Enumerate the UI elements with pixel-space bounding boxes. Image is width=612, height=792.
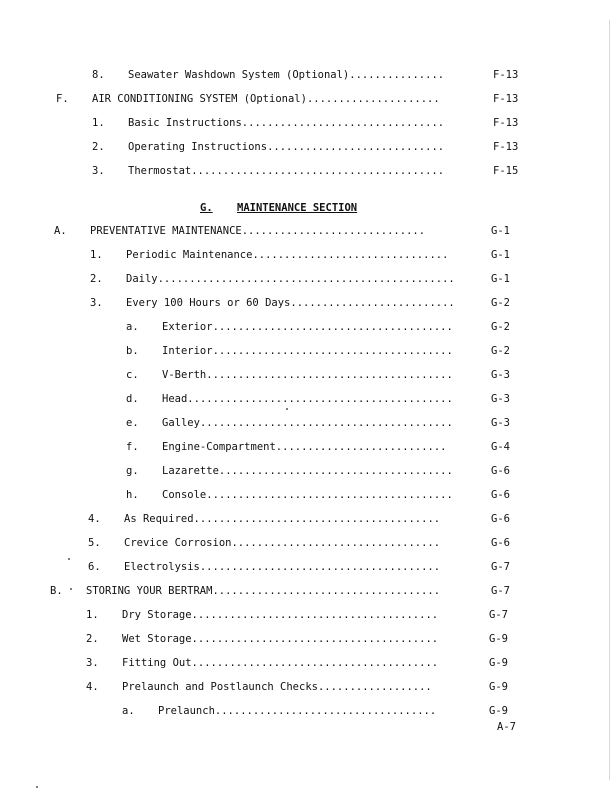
scan-speck [70, 588, 72, 590]
entry-title: Periodic Maintenance............................... [126, 249, 449, 261]
entry-title: Interior...................................... [162, 345, 453, 357]
toc-entry [0, 655, 612, 671]
entry-number: B. [50, 585, 63, 597]
toc-entry [0, 391, 612, 407]
entry-title: Exterior...................................... [162, 321, 453, 333]
entry-number: A. [54, 225, 67, 237]
entry-number: 8. [92, 69, 105, 81]
entry-number: g. [126, 465, 139, 477]
entry-number: d. [126, 393, 139, 405]
toc-entry [0, 607, 612, 623]
entry-title-text: Prelaunch [158, 705, 215, 717]
entry-page: F-13 [493, 93, 519, 105]
entry-number: a. [126, 321, 139, 333]
entry-title: Thermostat........................................ [128, 165, 445, 177]
entry-page: G-7 [489, 609, 508, 621]
entry-number: 2. [90, 273, 103, 285]
scan-speck [286, 408, 288, 410]
toc-entry [0, 67, 612, 83]
entry-title: Head.......................................... [162, 393, 453, 405]
toc-entry [0, 631, 612, 647]
entry-page: G-2 [491, 345, 510, 357]
entry-title-text: Lazarette [162, 465, 219, 477]
entry-page: G-3 [491, 369, 510, 381]
entry-title: Every 100 Hours or 60 Days.......................... [126, 297, 455, 309]
section-letter: G. [200, 202, 213, 214]
toc-entry [0, 295, 612, 311]
entry-number: 1. [92, 117, 105, 129]
toc-entry [0, 439, 612, 455]
entry-title-text: STORING YOUR BERTRAM [86, 585, 213, 597]
entry-number: 3. [90, 297, 103, 309]
entry-number: 3. [86, 657, 99, 669]
entry-title-text: Every 100 Hours or 60 Days [126, 297, 291, 309]
toc-entry [0, 511, 612, 527]
toc-entry [0, 559, 612, 575]
entry-title-text: Interior [162, 345, 213, 357]
entry-title: Crevice Corrosion................................. [124, 537, 441, 549]
entry-title-text: Exterior [162, 321, 213, 333]
entry-title-text: Dry Storage [122, 609, 192, 621]
entry-title: Wet Storage....................................... [122, 633, 439, 645]
toc-entry [0, 583, 612, 599]
entry-title: Prelaunch and Postlaunch Checks.................. [122, 681, 432, 693]
entry-title-text: Engine-Compartment [162, 441, 276, 453]
entry-page: G-6 [491, 537, 510, 549]
entry-title: Galley........................................ [162, 417, 453, 429]
entry-page: F-13 [493, 141, 519, 153]
entry-page: G-4 [491, 441, 510, 453]
entry-number: b. [126, 345, 139, 357]
toc-entry [0, 535, 612, 551]
entry-page: G-3 [491, 417, 510, 429]
entry-number: F. [56, 93, 69, 105]
entry-title: V-Berth....................................... [162, 369, 453, 381]
scan-speck [68, 558, 70, 560]
entry-title: Daily............................................... [126, 273, 455, 285]
entry-number: 6. [88, 561, 101, 573]
entry-title-text: Basic Instructions [128, 117, 242, 129]
entry-page: G-6 [491, 489, 510, 501]
entry-title-text: Operating Instructions [128, 141, 268, 153]
toc-entry [0, 487, 612, 503]
entry-number: 4. [88, 513, 101, 525]
entry-title-text: Wet Storage [122, 633, 192, 645]
toc-entry [0, 115, 612, 131]
toc-entry [0, 679, 612, 695]
entry-title-text: Prelaunch and Postlaunch Checks [122, 681, 318, 693]
toc-entry [0, 463, 612, 479]
entry-page: F-15 [493, 165, 519, 177]
entry-number: a. [122, 705, 135, 717]
entry-title-text: V-Berth [162, 369, 207, 381]
entry-number: h. [126, 489, 139, 501]
entry-page: G-9 [489, 681, 508, 693]
entry-title: Dry Storage....................................... [122, 609, 439, 621]
entry-title: PREVENTATIVE MAINTENANCE............................. [90, 225, 426, 237]
entry-title-text: Crevice Corrosion [124, 537, 232, 549]
entry-title: As Required....................................... [124, 513, 441, 525]
entry-title: STORING YOUR BERTRAM.................................... [86, 585, 441, 597]
entry-page: G-9 [489, 657, 508, 669]
section-heading [0, 200, 612, 216]
toc-entry [0, 319, 612, 335]
toc-entry [0, 415, 612, 431]
entry-page: F-13 [493, 117, 519, 129]
toc-entry [0, 247, 612, 263]
entry-page: G-6 [491, 513, 510, 525]
entry-title-text: Thermostat [128, 165, 192, 177]
entry-title: Engine-Compartment........................... [162, 441, 447, 453]
entry-page: G-1 [491, 225, 510, 237]
entry-title-text: AIR CONDITIONING SYSTEM (Optional) [92, 93, 307, 105]
entry-number: e. [126, 417, 139, 429]
entry-title: Operating Instructions............................ [128, 141, 445, 153]
entry-title-text: Head [162, 393, 188, 405]
entry-title-text: Galley [162, 417, 200, 429]
toc-entry [0, 223, 612, 239]
entry-title-text: As Required [124, 513, 194, 525]
entry-page: G-3 [491, 393, 510, 405]
toc-entry [0, 91, 612, 107]
entry-title: Console....................................... [162, 489, 453, 501]
entry-page: G-1 [491, 273, 510, 285]
entry-title: Fitting Out....................................... [122, 657, 439, 669]
entry-title-text: Seawater Washdown System (Optional) [128, 69, 350, 81]
entry-page: G-9 [489, 633, 508, 645]
entry-title: Prelaunch................................... [158, 705, 437, 717]
toc-entry [0, 703, 612, 719]
entry-page: G-2 [491, 297, 510, 309]
toc-entry [0, 367, 612, 383]
toc-entry [0, 163, 612, 179]
entry-page: G-6 [491, 465, 510, 477]
entry-title-text: PREVENTATIVE MAINTENANCE [90, 225, 242, 237]
entry-title: Electrolysis...................................... [124, 561, 441, 573]
entry-number: 2. [92, 141, 105, 153]
entry-page: G-7 [491, 585, 510, 597]
entry-page: G-7 [491, 561, 510, 573]
entry-title-text: Periodic Maintenance [126, 249, 253, 261]
entry-title-text: Electrolysis [124, 561, 200, 573]
entry-page: G-2 [491, 321, 510, 333]
entry-number: c. [126, 369, 139, 381]
entry-title-text: Console [162, 489, 207, 501]
entry-number: 5. [88, 537, 101, 549]
toc-entry [0, 139, 612, 155]
entry-title: Basic Instructions................................ [128, 117, 445, 129]
scan-speck [36, 786, 38, 788]
toc-entry [0, 343, 612, 359]
entry-title-text: Fitting Out [122, 657, 192, 669]
entry-number: f. [126, 441, 139, 453]
entry-number: 1. [86, 609, 99, 621]
entry-page: G-9 [489, 705, 508, 717]
entry-page: F-13 [493, 69, 519, 81]
page-number: A-7 [497, 721, 516, 733]
entry-page: G-1 [491, 249, 510, 261]
section-title: MAINTENANCE SECTION [237, 202, 358, 214]
entry-number: 3. [92, 165, 105, 177]
entry-title: Seawater Washdown System (Optional)............... [128, 69, 445, 81]
entry-title: Lazarette..................................... [162, 465, 453, 477]
entry-title: AIR CONDITIONING SYSTEM (Optional)..................... [92, 93, 440, 105]
toc-entry [0, 271, 612, 287]
entry-title-text: Daily [126, 273, 158, 285]
entry-number: 4. [86, 681, 99, 693]
entry-number: 1. [90, 249, 103, 261]
entry-number: 2. [86, 633, 99, 645]
